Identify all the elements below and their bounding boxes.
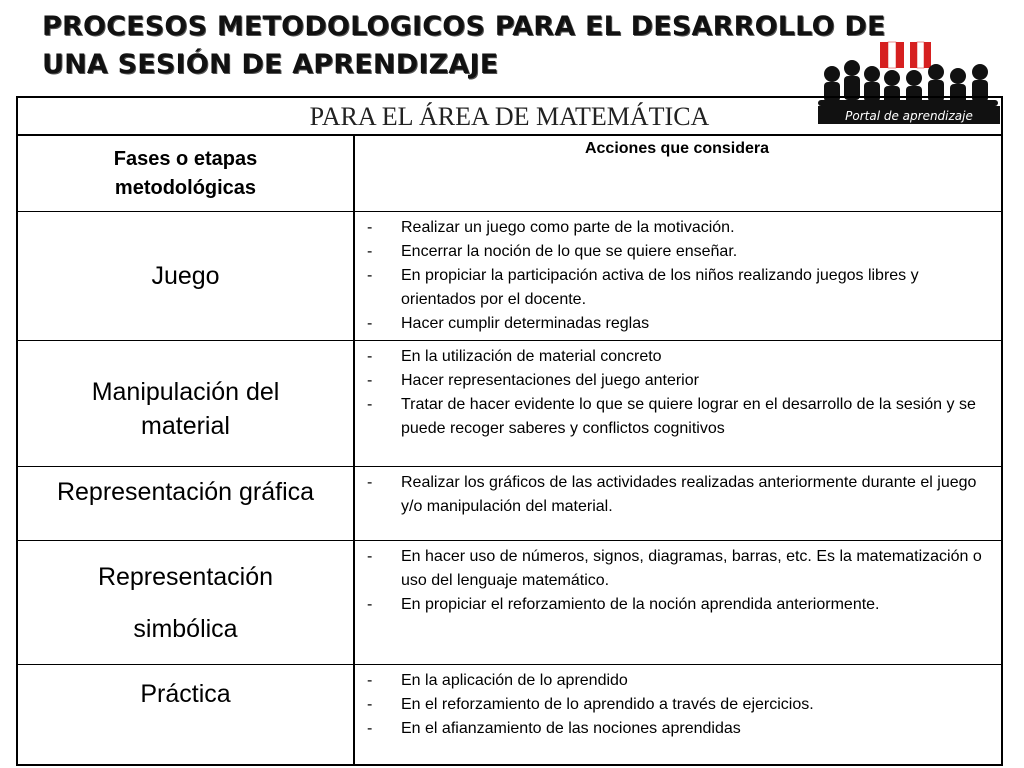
action-item: - Hacer cumplir determinadas reglas xyxy=(363,312,991,336)
actions-list xyxy=(363,545,991,617)
phase-label: Práctica xyxy=(140,680,231,708)
action-item: - En la aplicación de lo aprendido xyxy=(363,669,991,693)
action-item: - Tratar de hacer evidente lo que se quiere lograr en el desarrollo de la sesión y se puede recoger saberes y conflictos cognitivos xyxy=(363,393,991,441)
table-row-actions xyxy=(355,541,1001,665)
table-row-actions xyxy=(355,665,1001,764)
actions-list xyxy=(363,471,991,519)
slide-title-line-2: UNA SESIÓN DE APRENDIZAJE xyxy=(42,49,499,80)
actions-list xyxy=(363,345,991,441)
header-phases-line-2: metodológicas xyxy=(114,176,257,199)
action-item: - En hacer uso de números, signos, diagramas, barras, etc. Es la matematización o uso del lenguaje matemático. xyxy=(363,545,991,593)
action-item: - Encerrar la noción de lo que se quiere enseñar. xyxy=(363,240,991,264)
phase-label: Representación xyxy=(97,562,274,591)
action-item: - En el reforzamiento de lo aprendido a través de ejercicios. xyxy=(363,693,991,717)
table-grid xyxy=(18,136,1001,764)
table-row-actions xyxy=(355,467,1001,541)
table-row-phase xyxy=(18,341,355,467)
action-item: - En la utilización de material concreto xyxy=(363,345,991,369)
action-item: - En propiciar la participación activa de los niños realizando juegos libres y orientados por el docente. xyxy=(363,264,991,312)
action-item: - En propiciar el reforzamiento de la noción aprendida anteriormente. xyxy=(363,593,991,617)
phase-label: Juego xyxy=(151,262,220,290)
action-item: - Realizar los gráficos de las actividades realizadas anteriormente durante el juego y/o manipulación del material. xyxy=(363,471,991,519)
table-row-actions xyxy=(355,212,1001,341)
slide-title xyxy=(42,8,942,84)
phase-label-line-2: material xyxy=(141,411,230,440)
action-item: - Realizar un juego como parte de la motivación. xyxy=(363,216,991,240)
header-phases xyxy=(18,136,355,212)
action-item: - Hacer representaciones del juego anterior xyxy=(363,369,991,393)
table-row-phase xyxy=(18,541,355,665)
methodology-table xyxy=(16,96,1003,766)
action-item: - En el afianzamiento de las nociones aprendidas xyxy=(363,717,991,741)
phase-label: Representación gráfica xyxy=(56,478,315,506)
table-row-phase xyxy=(18,467,355,541)
actions-list xyxy=(363,669,991,741)
area-title: PARA EL ÁREA DE MATEMÁTICA xyxy=(18,98,1001,136)
logo-text: Portal de aprendizaje xyxy=(845,109,973,123)
header-phases-line-1: Fases o etapas xyxy=(113,147,258,170)
header-actions: Acciones que considera xyxy=(355,136,1001,212)
slide-title-line-1: PROCESOS METODOLOGICOS PARA EL DESARROLLO DE xyxy=(42,11,886,42)
table-row-phase xyxy=(18,665,355,764)
phase-label: Manipulación del xyxy=(91,377,280,406)
table-row-actions xyxy=(355,341,1001,467)
table-row-phase xyxy=(18,212,355,341)
phase-label-line-2: simbólica xyxy=(133,614,238,643)
actions-list xyxy=(363,216,991,336)
